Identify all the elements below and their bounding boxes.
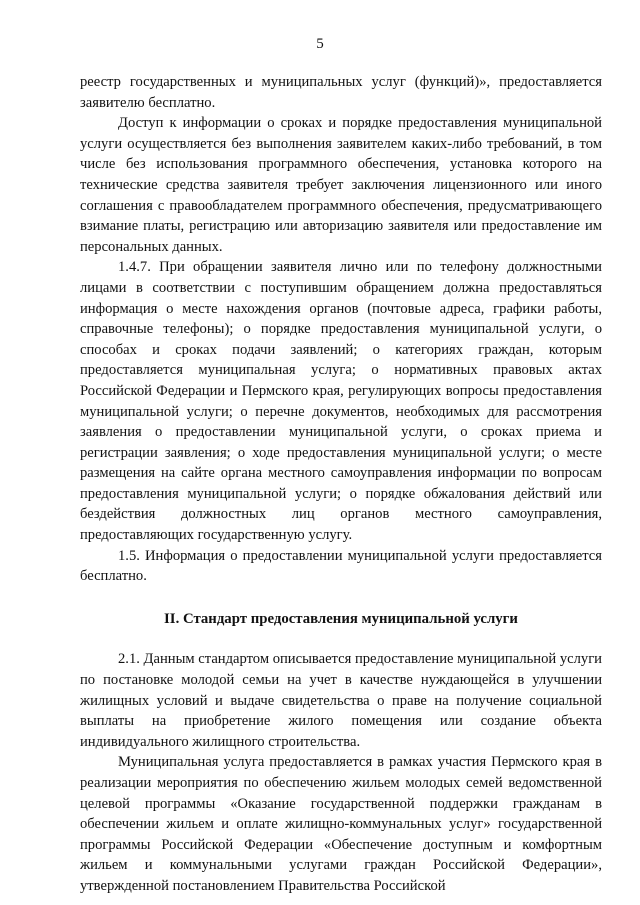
paragraph-2-1: 2.1. Данным стандартом описывается предоставление муниципальной услуги по постановке молодой семьи на учет в качестве нуждающейся в улучшении жилищных условий и выдаче свидетельства о праве на получение социальной выплаты на приобретение жилого помещения или создание объекта индивидуального жилищного строительства. (80, 651, 602, 750)
paragraph-continuation: реестр государственных и муниципальных услуг (функций)», предоставляется заявителю бесплатно. (80, 74, 602, 111)
document-body (80, 72, 602, 897)
paragraph-1-4-7: 1.4.7. При обращении заявителя лично или по телефону должностными лицами в соответствии с поступившим обращением должна предоставляться информация о месте нахождения органов (почтовые адреса, графики работы, справочные телефоны); о порядке предоставления муниципальной услуги, о способах и сроках подачи заявлений; о категориях граждан, которым предоставляется муниципальная услуга; о нормативных правовых актах Российской Федерации и Пермского края, регулирующих вопросы предоставления муниципальной услуги; о перечне документов, необходимых для рассмотрения заявления о предоставлении муниципальной услуги, о сроках приема и регистрации заявления; о ходе предоставления муниципальной услуги; о месте размещения на сайте органа местного самоуправления информации по вопросам предоставления муниципальной услуги; о порядке обжалования действий или бездействия должностных лиц органов местного самоуправления, предоставляющих государственную услугу. (80, 259, 602, 544)
paragraph-access-info: Доступ к информации о сроках и порядке предоставления муниципальной услуги осуществляется без выполнения заявителем каких-либо требований, в том числе без использования программного обеспечения, установка которого на технические средства заявителя требует заключения лицензионного или иного соглашения с правообладателем программного обеспечения, предусматривающего взимание платы, регистрацию или авторизацию заявителя или предоставление им персональных данных. (80, 115, 602, 255)
page-number: 5 (316, 36, 324, 52)
section-heading: II. Стандарт предоставления муниципальной услуги (164, 610, 518, 627)
paragraph-1-5: 1.5. Информация о предоставлении муниципальной услуги предоставляется бесплатно. (80, 547, 602, 585)
paragraph-program: Муниципальная услуга предоставляется в рамках участия Пермского края в реализации мероприятия по обеспечению жильем молодых семей ведомственной целевой программы «Оказание государственной поддержки гражданам в обеспечении жильем и оплате жилищно-коммунальных услуг» государственной программы Российской Федерации «Обеспечение доступным и комфортным жильем и коммунальными услугами граждан Российской Федерации», утвержденной постановлением Правительства Российской (80, 754, 602, 894)
